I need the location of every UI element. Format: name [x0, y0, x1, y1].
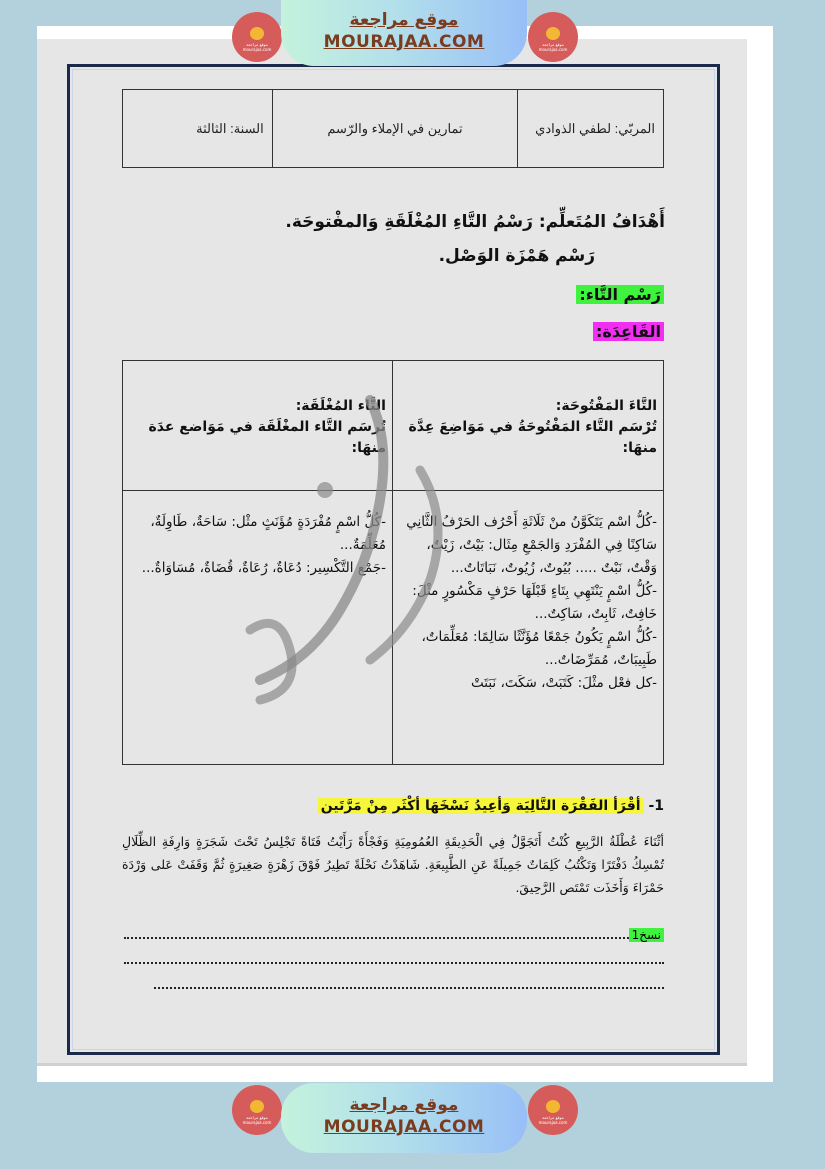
site-logo-left-top[interactable] [232, 12, 282, 62]
site-name-ar[interactable]: موقع مراجعة [349, 10, 459, 30]
closed-ta-rule-1: -كُلُّ اسْمٍ مُفْرَدَةٍ مُؤَنَثٍ مثْل: سَاحَةٌ، طَاوِلَةٌ، مُعَلِّمَةٌ... [150, 514, 386, 553]
open-ta-rule-2: -كُلُّ اسْمٍ يَنْتَهِي بِتَاءٍ قَبْلَهَا حَرْفٍ مَكْسُورٍ مثْلَ: خَافِتٌ، ثَابِتٌ، سَاكِتٌ... [412, 583, 657, 622]
open-ta-rule-1: -كُلُّ اسْم يَتَكَوَّنُ منْ ثَلَاثَةِ أَحْرُف الحَرْفُ الثَّانِي سَاكِنًا فِي المُفْرَدِ وَالجَمْعِ مِثَال: بَيْتٌ، زَيْتٌ، وَقْتٌ، نَبْتٌ ..... بُيُوتٌ، زُيُوتٌ، نَبَاتَاتٌ... [406, 514, 657, 576]
exercise-title [318, 798, 664, 814]
logo-icon [250, 27, 264, 40]
rule-title [593, 322, 664, 341]
dotted-line [124, 930, 629, 939]
site-banner-bottom[interactable] [281, 1083, 527, 1153]
goal-line-1: أَهْدَافُ المُتَعلِّم: رَسْمُ التَّاءِ المُغْلَقَةِ وَالمفْتوحَة. [285, 212, 665, 232]
closed-ta-header [123, 361, 393, 491]
copy-line-2[interactable] [122, 947, 664, 972]
logo-text: موقع مراجعة mourajaa.com [242, 41, 272, 52]
site-name-en[interactable]: MOURAJAA.COM [323, 32, 485, 52]
closed-ta-rule-2: -جَمْع التَّكْسِير: دُعَاةٌ، رُعَاةٌ، قُضَاةٌ، مُسَاوَاةٌ... [141, 560, 386, 576]
exercise-instruction: أقْرَأ الفَقْرَة التَّالِيَة وَأعِيدُ نَسْخَهَا أكْثَر مِنْ مَرَّتَين [318, 798, 644, 814]
dotted-line [154, 980, 664, 989]
teacher-cell: المربّي: لطفي الذوادي [518, 90, 664, 168]
site-name-ar[interactable]: موقع مراجعة [349, 1095, 459, 1115]
logo-icon [546, 27, 560, 40]
open-ta-rule-4: -كل فعْل مثْلَ: كَتَبَتْ، سَكَتَ، نَبَتَتْ [471, 675, 657, 691]
copy-label: نسخ1 [629, 928, 664, 942]
year-cell: السنة: الثالثة [123, 90, 273, 168]
rules-table [122, 360, 664, 765]
open-ta-title: التَّاءَ المَفْتُوحَة: [555, 398, 657, 414]
open-ta-rule-3: -كُلُّ اسْمٍ يَكُونُ جَمْعًا مُؤَنَّثًا سَالِمًا: مُعَلِّمَاتٌ، طَبِيبَاتٌ، مُمَرِّضَاتٌ... [421, 629, 657, 668]
logo-text: موقع مراجعة mourajaa.com [242, 1114, 272, 1125]
section-title-text: رَسْم التَّاء: [576, 285, 664, 304]
site-logo-right-top[interactable] [528, 12, 578, 62]
copy-area [122, 922, 664, 997]
logo-text: موقع مراجعة mourajaa.com [538, 1114, 568, 1125]
closed-ta-title: التَّاء المُغْلَقَة: [295, 398, 386, 414]
closed-ta-desc: تُرسَم التَّاء المغْلَقَة في مَوَاضع عدَة منهَا: [148, 419, 386, 456]
dotted-line [124, 955, 664, 964]
goal-line-2: رَسْم هَمْزَة الوَصْل. [438, 246, 595, 266]
section-title [576, 285, 664, 304]
exercise-number: 1- [648, 798, 664, 814]
learning-goals [265, 205, 665, 273]
logo-icon [546, 1100, 560, 1113]
logo-text: موقع مراجعة mourajaa.com [538, 41, 568, 52]
open-ta-header [393, 361, 664, 491]
open-ta-rules [393, 491, 664, 765]
site-logo-left-bottom[interactable] [232, 1085, 282, 1135]
closed-ta-rules [123, 491, 393, 765]
site-banner-top[interactable] [281, 0, 527, 66]
site-logo-right-bottom[interactable] [528, 1085, 578, 1135]
copy-line-1[interactable] [122, 922, 664, 947]
rule-title-text: القَاعِدَة: [593, 322, 664, 341]
site-name-en[interactable]: MOURAJAA.COM [323, 1117, 485, 1137]
open-ta-desc: تُرْسَم التَّاء المَفْتُوحَةُ في مَوَاضِعَ عِدَّة منهَا: [408, 419, 657, 456]
header-info-table [122, 89, 664, 168]
logo-icon [250, 1100, 264, 1113]
copy-line-3[interactable] [122, 972, 664, 997]
subject-cell: تمارين في الإملاء والرّسم [272, 90, 517, 168]
reading-passage: أثْنَاءَ عُطْلَةُ الرَّبِيعِ كُنْتُ أَتَجَوَّلُ فِي الْحَدِيقَةِ العُمُومِيَةِ وَفَجْأَةً رَأَيْتُ فَتَاةً تَجْلِسُ تَحْتَ شَجَرَةٍ وَارِفَةِ الظِّلَالِ تُمْسِكُ دَفْتَرًا وَتَكْتُبُ كَلِمَاتٌ جَمِيلَةً عَنِ الطَّبِيعَةِ. شَاهَدْتُ نَحْلَةً تَطِيرُ فَوْقَ زَهْرَةٍ صَغِيرَةٍ ثُمَّ وَقَفَتْ عَلى وَرْدَة حَمْرَاءَ وَأَخَذَت تَمْتَص الرَّحِيقَ. [122, 834, 664, 895]
